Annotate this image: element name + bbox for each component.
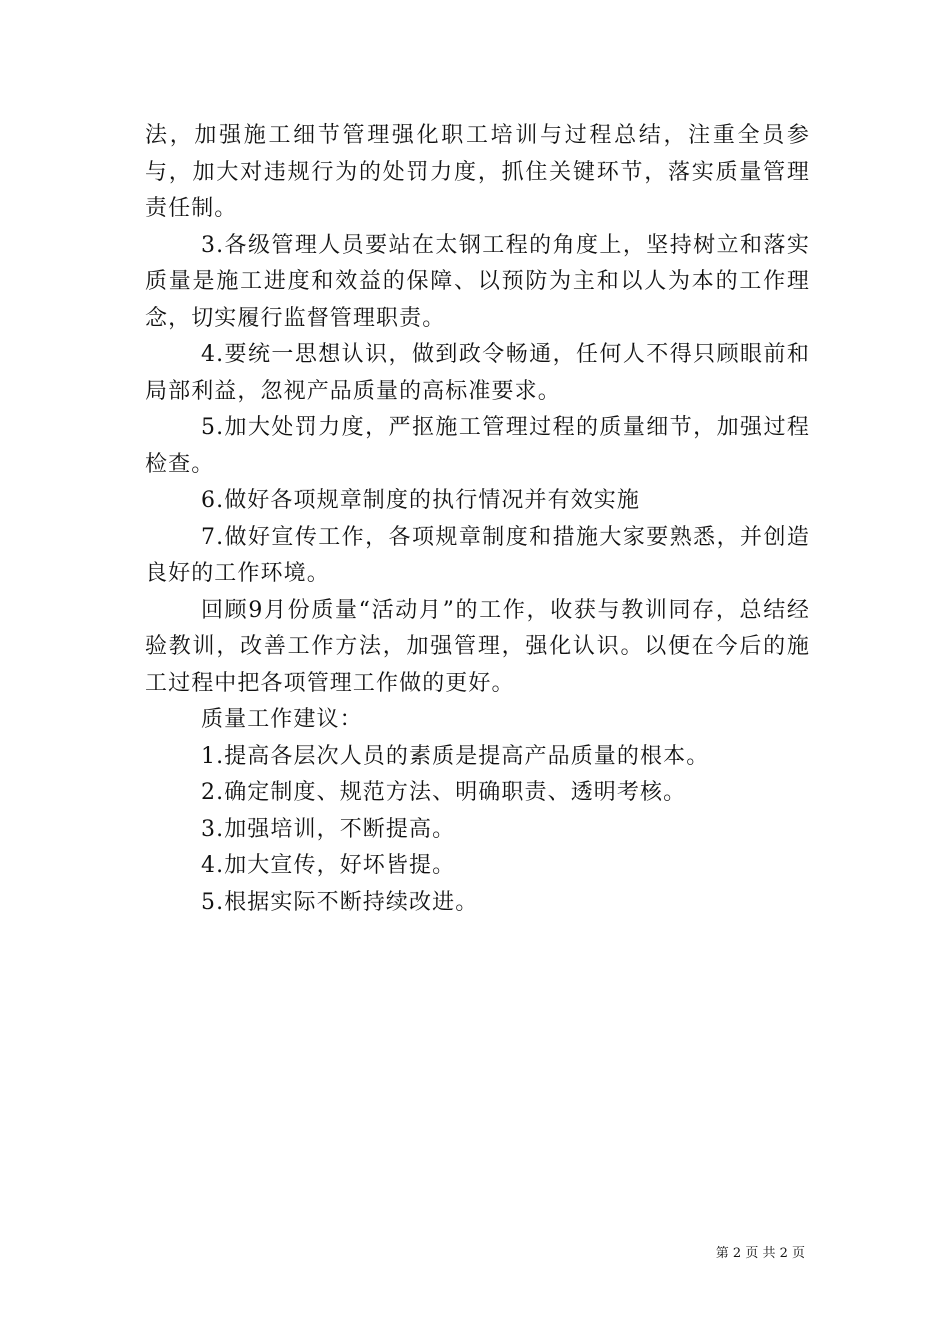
paragraph-item-3: 3.各级管理人员要站在太钢工程的角度上，坚持树立和落实质量是施工进度和效益的保障、以预防为主和以人为本的工作理念，切实履行监督管理职责。: [145, 232, 810, 331]
suggestion-item-4: 4.加大宣传，好坏皆提。: [201, 853, 456, 878]
suggestion-item-3: 3.加强培训，不断提高。: [201, 816, 456, 842]
paragraph-item-6: 6.做好各项规章制度的执行情况并有效实施: [201, 488, 640, 513]
paragraph-review: 回顾9月份质量“活动月”的工作，收获与教训同存，总结经验教训，改善工作方法，加强管理，强化认识。以便在今后的施工过程中把各项管理工作做的更好。: [145, 597, 810, 696]
document-body: [145, 118, 810, 921]
suggestion-item-2: 2.确定制度、规范方法、明确职责、透明考核。: [201, 780, 687, 805]
paragraph-item-4: 4.要统一思想认识，做到政令畅通，任何人不得只顾眼前和局部利益，忽视产品质量的高标准要求。: [145, 342, 810, 404]
suggestion-item-5: 5.根据实际不断持续改进。: [201, 889, 479, 915]
suggestions-heading: 质量工作建议：: [201, 707, 363, 732]
page-number-footer: 第 2 页 共 2 页: [715, 1246, 805, 1261]
paragraph-continued: 法，加强施工细节管理强化职工培训与过程总结，注重全员参与，加大对违规行为的处罚力度，抓住关键环节，落实质量管理责任制。: [145, 123, 810, 221]
suggestion-item-1: 1.提高各层次人员的素质是提高产品质量的根本。: [201, 743, 710, 769]
paragraph-item-5: 5.加大处罚力度，严抠施工管理过程的质量细节，加强过程检查。: [145, 415, 810, 477]
paragraph-item-7: 7.做好宣传工作，各项规章制度和措施大家要熟悉，并创造良好的工作环境。: [145, 524, 810, 586]
